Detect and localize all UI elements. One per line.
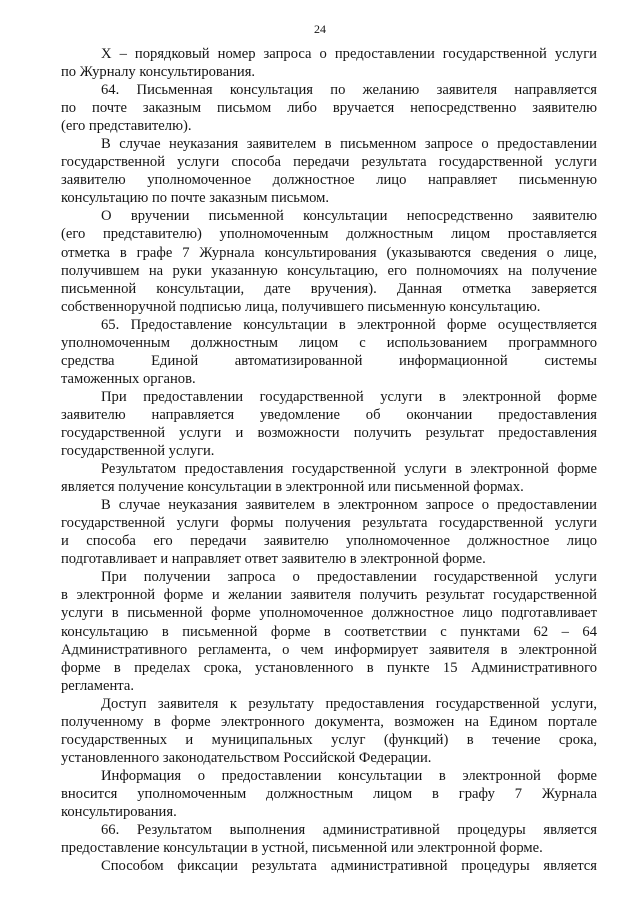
text-line: Административного регламента, о чем информирует заявителя в электронной xyxy=(61,641,597,658)
paragraph xyxy=(61,460,597,496)
text-line: подготавливает и направляет ответ заявителю в электронной форме. xyxy=(61,551,486,568)
text-line: таможенных органов. xyxy=(61,370,196,387)
text-line: заявителю уполномоченное должностное лицо направляет письменную xyxy=(61,172,597,189)
paragraph xyxy=(61,767,597,821)
page-number: 24 xyxy=(314,22,326,36)
text-line: консультацию в письменной форме в соответствии с пунктами 62 – 64 xyxy=(61,623,597,640)
paragraph xyxy=(61,568,597,694)
text-line: государственной услуги и возможности получить результат предоставления xyxy=(61,424,597,441)
text-line: форме в пределах срока, установленного в пункте 15 Административного xyxy=(61,659,597,676)
text-line: уполномоченным должностным лицом с использованием программного xyxy=(61,334,597,351)
text-line: заявителю направляется уведомление об окончании предоставления xyxy=(61,406,597,423)
paragraph xyxy=(61,316,597,388)
text-line: консультацию по почте заказным письмом. xyxy=(61,190,330,207)
text-line: является получение консультации в электронной или письменной формах. xyxy=(61,479,524,496)
text-line: Способом фиксации результата административной процедуры является xyxy=(101,858,597,875)
text-line: При предоставлении государственной услуги в электронной форме xyxy=(101,388,597,405)
text-line: вносится уполномоченным должностным лицом в графу 7 Журнала xyxy=(61,785,597,802)
text-line: О вручении письменной консультации непосредственно заявителю xyxy=(101,208,597,225)
text-line: государственной услуги. xyxy=(61,443,215,460)
text-line: по Журналу консультирования. xyxy=(61,64,256,81)
text-line: и способа его передачи заявителю уполномоченное должностное лицо xyxy=(61,533,597,550)
text-line: установленного законодательством Российской Федерации. xyxy=(61,749,432,766)
text-line: по почте заказным письмом либо вручается непосредственно заявителю xyxy=(61,100,597,117)
paragraph xyxy=(61,857,597,875)
text-line: Информация о предоставлении консультации в электронной форме xyxy=(101,767,597,784)
text-line: государственной услуги формы получения результата государственной услуги xyxy=(61,515,597,532)
text-line: государственных и муниципальных услуг (функций) в течение срока, xyxy=(61,731,597,748)
text-line: в электронной форме и желании заявителя получить результат государственной xyxy=(61,587,597,604)
paragraph xyxy=(61,496,597,568)
text-line: предоставление консультации в устной, письменной или электронной форме. xyxy=(61,840,543,857)
text-line: регламента. xyxy=(61,677,134,694)
text-line: 66. Результатом выполнения административной процедуры является xyxy=(101,822,597,839)
paragraph xyxy=(61,695,597,767)
text-line: государственной услуги способа передачи результата государственной услуги xyxy=(61,154,597,171)
text-line: Результатом предоставления государственной услуги в электронной форме xyxy=(101,461,597,478)
paragraph xyxy=(61,207,597,315)
text-line: средства Единой автоматизированной информационной системы xyxy=(61,352,597,369)
paragraph xyxy=(61,135,597,207)
paragraph xyxy=(61,81,597,135)
text-line: консультирования. xyxy=(61,803,177,820)
text-line: 65. Предоставление консультации в электронной форме осуществляется xyxy=(101,316,597,333)
text-line: В случае неуказания заявителем в электронном запросе о предоставлении xyxy=(101,497,597,514)
paragraph xyxy=(61,388,597,460)
text-line: письменной консультации, дате вручения). Данная отметка заверяется xyxy=(61,280,597,297)
text-line: X – порядковый номер запроса о предоставлении государственной услуги xyxy=(101,46,597,62)
text-line: В случае неуказания заявителем в письменном запросе о предоставлении xyxy=(101,136,597,153)
document-body xyxy=(61,45,597,875)
paragraph xyxy=(61,45,597,81)
text-line: (его представителю). xyxy=(61,118,192,135)
paragraph xyxy=(61,821,597,857)
text-line: полученному в форме электронного документа, возможен на Едином портале xyxy=(61,713,597,730)
text-line: При получении запроса о предоставлении государственной услуги xyxy=(101,569,597,586)
text-line: услуги в письменной форме уполномоченное должностное лицо подготавливает xyxy=(61,605,597,622)
text-line: получившем на руки указанную консультацию, его полномочиях на получение xyxy=(61,262,597,279)
text-line: отметка в графе 7 Журнала консультирования (указываются сведения о лице, xyxy=(61,244,597,261)
text-line: (его представителю) уполномоченным должностным лицом проставляется xyxy=(61,226,597,243)
text-line: собственноручной подписью лица, получившего письменную консультацию. xyxy=(61,298,541,315)
text-line: 64. Письменная консультация по желанию заявителя направляется xyxy=(101,82,597,99)
text-line: Доступ заявителя к результату предоставления государственной услуги, xyxy=(101,695,597,712)
